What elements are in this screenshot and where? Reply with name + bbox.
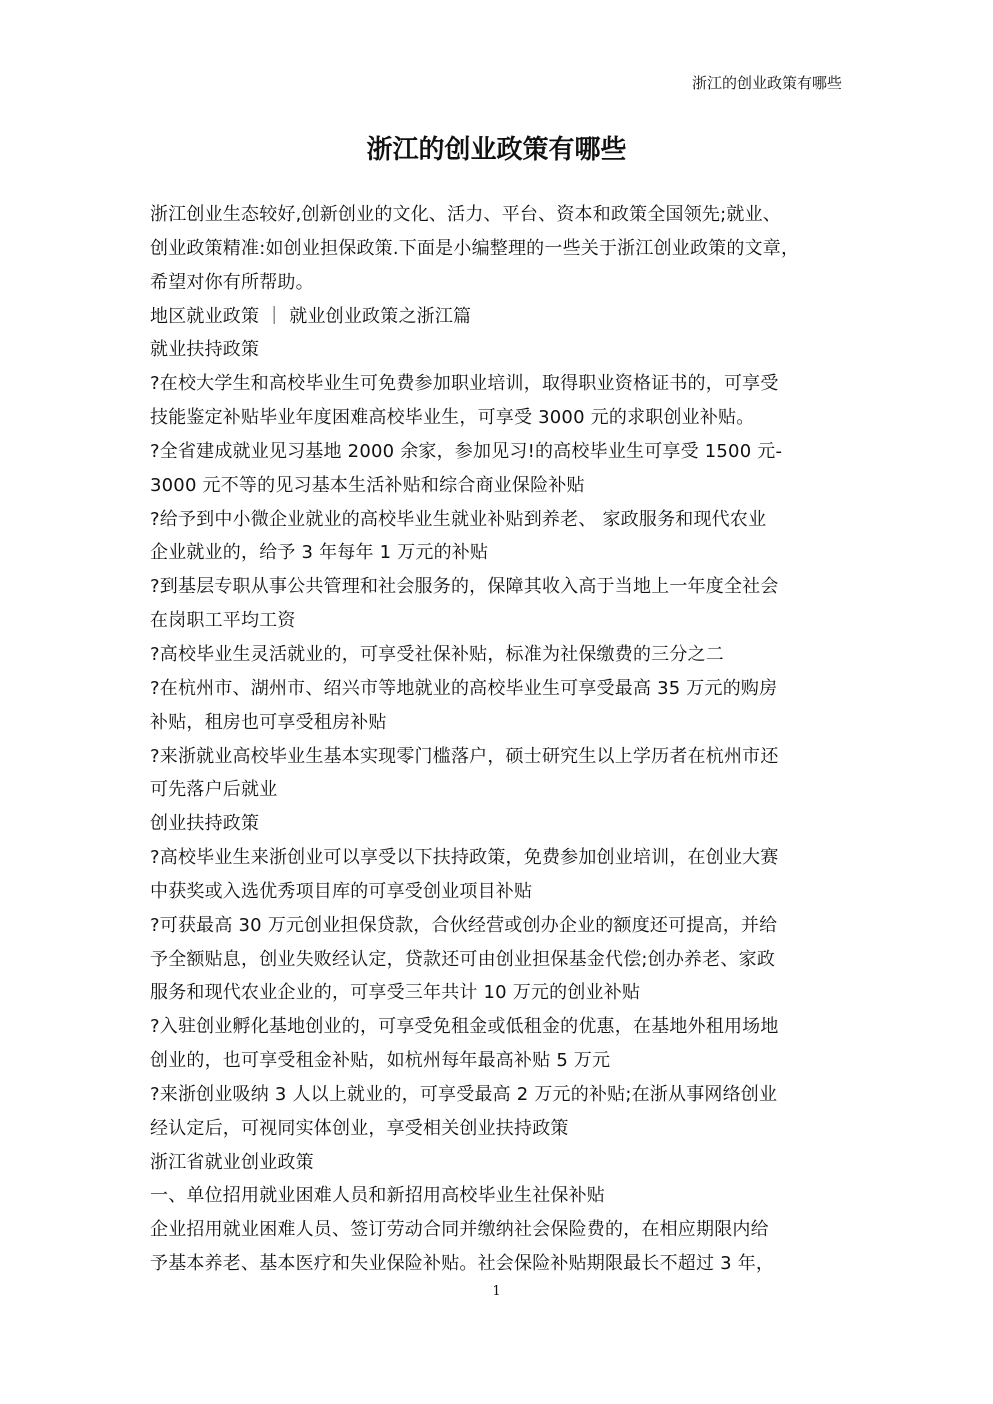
text-line: ?高校毕业生来浙创业可以享受以下扶持政策，免费参加创业培训，在创业大赛	[150, 847, 779, 869]
text-line: ?到基层专职从事公共管理和社会服务的，保障其收入高于当地上一年度全社会	[150, 576, 779, 598]
page-number: 1	[492, 1284, 501, 1299]
text-line: 浙江省就业创业政策	[150, 1151, 314, 1173]
text-line: 创业的，也可享受租金补贴，如杭州每年最高补贴 5 万元	[150, 1050, 611, 1072]
text-line: 3000 元不等的见习基本生活补贴和综合商业保险补贴	[150, 474, 585, 496]
text-line: 希望对你有所帮助。	[150, 271, 314, 293]
text-line: 予基本养老、基本医疗和失业保险补贴。社会保险补贴期限最长不超过 3 年，	[150, 1253, 775, 1275]
text-line: 企业就业的，给予 3 年每年 1 万元的补贴	[150, 542, 489, 564]
text-line: ?入驻创业孵化基地创业的，可享受免租金或低租金的优惠，在基地外租用场地	[150, 1016, 779, 1038]
text-line: 创业政策精准:如创业担保政策.下面是小编整理的一些关于浙江创业政策的文章，	[150, 237, 800, 259]
page-header: 浙江的创业政策有哪些	[691, 74, 842, 92]
text-line: ?在杭州市、湖州市、绍兴市等地就业的高校毕业生可享受最高 35 万元的购房	[150, 677, 778, 699]
text-line: ?给予到中小微企业就业的高校毕业生就业补贴到养老、 家政服务和现代农业	[150, 508, 767, 530]
text-line: 浙江创业生态较好,创新创业的文化、活力、平台、资本和政策全国领先;就业、	[150, 204, 781, 225]
text-line: 就业扶持政策	[150, 339, 260, 361]
text-line: ?可获最高 30 万元创业担保贷款，合伙经营或创办企业的额度还可提高，并给	[150, 914, 778, 936]
text-line: ?全省建成就业见习基地 2000 余家，参加见习!的高校毕业生可享受 1500 元-	[150, 440, 783, 462]
text-line: 予全额贴息，创业失败经认定，贷款还可由创业担保基金代偿;创办养老、家政	[150, 948, 776, 970]
text-line: 创业扶持政策	[150, 813, 260, 835]
text-line: ?在校大学生和高校毕业生可免费参加职业培训，取得职业资格证书的，可享受	[150, 373, 779, 395]
text-line: 技能鉴定补贴毕业年度困难高校毕业生，可享受 3000 元的求职创业补贴。	[150, 407, 755, 429]
text-line: 服务和现代农业企业的，可享受三年共计 10 万元的创业补贴	[150, 982, 641, 1004]
text-line: 一、单位招用就业困难人员和新招用高校毕业生社保补贴	[150, 1185, 605, 1207]
text-line: 在岗职工平均工资	[150, 610, 296, 632]
text-line: 可先落户后就业	[150, 779, 278, 801]
text-line: 企业招用就业困难人员、签订劳动合同并缴纳社会保险费的，在相应期限内给	[150, 1219, 769, 1241]
document-body	[150, 198, 850, 1281]
document-title: 浙江的创业政策有哪些	[366, 135, 627, 165]
text-line: 地区就业政策 ｜ 就业创业政策之浙江篇	[150, 305, 472, 327]
text-line: ?高校毕业生灵活就业的，可享受社保补贴，标准为社保缴费的三分之二	[150, 643, 724, 665]
text-line: 补贴，租房也可享受租房补贴	[150, 711, 387, 733]
text-line: ?来浙创业吸纳 3 人以上就业的，可享受最高 2 万元的补贴;在浙从事网络创业	[150, 1083, 778, 1105]
text-line: ?来浙就业高校毕业生基本实现零门槛落户，硕士研究生以上学历者在杭州市还	[150, 745, 779, 767]
text-line: 中获奖或入选优秀项目库的可享受创业项目补贴	[150, 880, 533, 902]
text-line: 经认定后，可视同实体创业，享受相关创业扶持政策	[150, 1117, 569, 1139]
